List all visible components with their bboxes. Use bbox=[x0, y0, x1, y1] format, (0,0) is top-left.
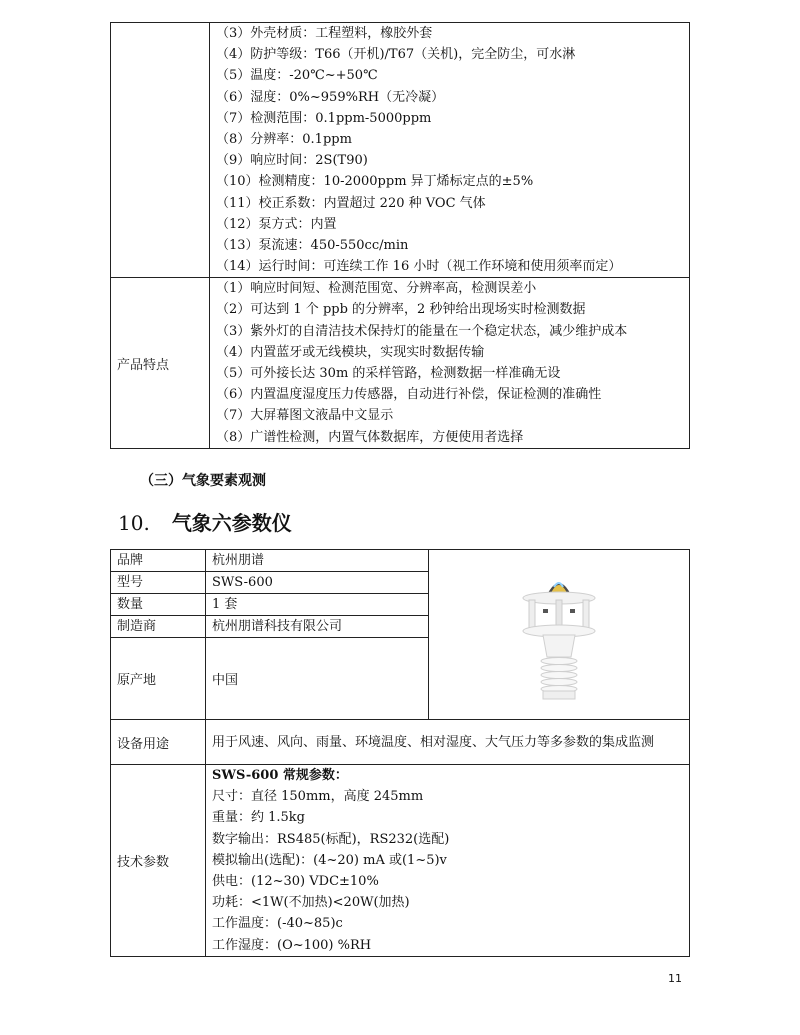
spec-line: （8）分辨率：0.1ppm bbox=[216, 131, 352, 147]
usage-value: 用于风速、风向、雨量、环境温度、相对湿度、大气压力等多参数的集成监测 bbox=[206, 720, 690, 765]
features-content-cell bbox=[210, 278, 690, 449]
tech-line: 尺寸：直径 150mm，高度 245mm bbox=[212, 789, 424, 805]
tech-line: 供电：(12~30) VDC±10% bbox=[212, 873, 379, 889]
weather-station-sensor-icon bbox=[499, 565, 619, 705]
model-label: 型号 bbox=[111, 572, 206, 594]
tech-title: SWS-600 常规参数： bbox=[212, 768, 348, 783]
origin-value: 中国 bbox=[206, 638, 429, 720]
spec-line: （5）温度：-20℃~+50℃ bbox=[216, 68, 378, 84]
spec-line: （11）校正系数：内置超过 220 种 VOC 气体 bbox=[216, 195, 486, 211]
section-heading: （三）气象要素观测 bbox=[140, 473, 266, 489]
usage-label: 设备用途 bbox=[111, 720, 206, 765]
product-image-cell bbox=[429, 550, 690, 720]
feature-line: （1）响应时间短、检测范围宽、分辨率高，检测误差小 bbox=[216, 281, 537, 297]
spec-content-cell bbox=[210, 23, 690, 278]
model-value: SWS-600 bbox=[206, 572, 429, 594]
tech-line: 工作温度：(-40~85)c bbox=[212, 916, 343, 932]
spec-row bbox=[111, 23, 690, 278]
product-table bbox=[110, 549, 690, 957]
tech-line: 功耗：<1W(不加热)<20W(加热) bbox=[212, 895, 410, 911]
tech-line: 重量：约 1.5kg bbox=[212, 810, 306, 826]
spec-label-cell bbox=[111, 23, 210, 278]
tech-line: 数字输出：RS485(标配)，RS232(选配) bbox=[212, 831, 450, 847]
spec-line: （4）防护等级：T66（开机)/T67（关机)，完全防尘，可水淋 bbox=[216, 47, 576, 63]
spec-line: （10）检测精度：10-2000ppm 异丁烯标定点的±5% bbox=[216, 174, 534, 190]
product-heading-name: 气象六参数仪 bbox=[171, 511, 292, 535]
spec-table bbox=[110, 22, 690, 449]
spec-line: （14）运行时间：可连续工作 16 小时（视工作环境和使用须率而定） bbox=[216, 259, 622, 275]
features-label: 产品特点 bbox=[111, 278, 210, 449]
feature-line: （7）大屏幕图文液晶中文显示 bbox=[216, 408, 394, 424]
feature-line: （2）可达到 1 个 ppb 的分辨率，2 秒钟给出现场实时检测数据 bbox=[216, 302, 586, 318]
brand-value: 杭州朋谱 bbox=[206, 550, 429, 572]
product-heading bbox=[118, 507, 292, 536]
feature-line: （8）广谱性检测，内置气体数据库，方便使用者选择 bbox=[216, 429, 524, 445]
spec-line: （6）湿度：0%~959%RH（无冷凝） bbox=[216, 89, 445, 105]
spec-line: （12）泵方式：内置 bbox=[216, 216, 337, 232]
maker-label: 制造商 bbox=[111, 616, 206, 638]
maker-value: 杭州朋谱科技有限公司 bbox=[206, 616, 429, 638]
product-heading-number: 10. bbox=[118, 511, 150, 535]
feature-line: （4）内置蓝牙或无线模块，实现实时数据传输 bbox=[216, 344, 485, 360]
tech-row bbox=[111, 765, 690, 957]
tech-line: 模拟输出(选配)：(4~20) mA 或(1~5)v bbox=[212, 852, 447, 868]
spec-line: （9）响应时间：2S(T90) bbox=[216, 153, 368, 169]
qty-label: 数量 bbox=[111, 594, 206, 616]
qty-value: 1 套 bbox=[206, 594, 429, 616]
feature-line: （3）紫外灯的自清洁技术保持灯的能量在一个稳定状态，减少维护成本 bbox=[216, 323, 628, 339]
brand-row bbox=[111, 550, 690, 572]
features-row bbox=[111, 278, 690, 449]
spec-line: （13）泵流速：450-550cc/min bbox=[216, 237, 409, 253]
origin-label: 原产地 bbox=[111, 638, 206, 720]
brand-label: 品牌 bbox=[111, 550, 206, 572]
page-number: 11 bbox=[668, 972, 682, 985]
spec-line: （3）外壳材质：工程塑料，橡胶外套 bbox=[216, 26, 433, 41]
spec-line: （7）检测范围：0.1ppm-5000ppm bbox=[216, 110, 432, 126]
tech-content-cell bbox=[206, 765, 690, 957]
usage-row bbox=[111, 720, 690, 765]
tech-label: 技术参数 bbox=[111, 765, 206, 957]
tech-line: 工作湿度：(O~100) %RH bbox=[212, 937, 372, 953]
feature-line: （5）可外接长达 30m 的采样管路，检测数据一样准确无设 bbox=[216, 366, 561, 381]
feature-line: （6）内置温度湿度压力传感器，自动进行补偿，保证检测的准确性 bbox=[216, 387, 602, 403]
